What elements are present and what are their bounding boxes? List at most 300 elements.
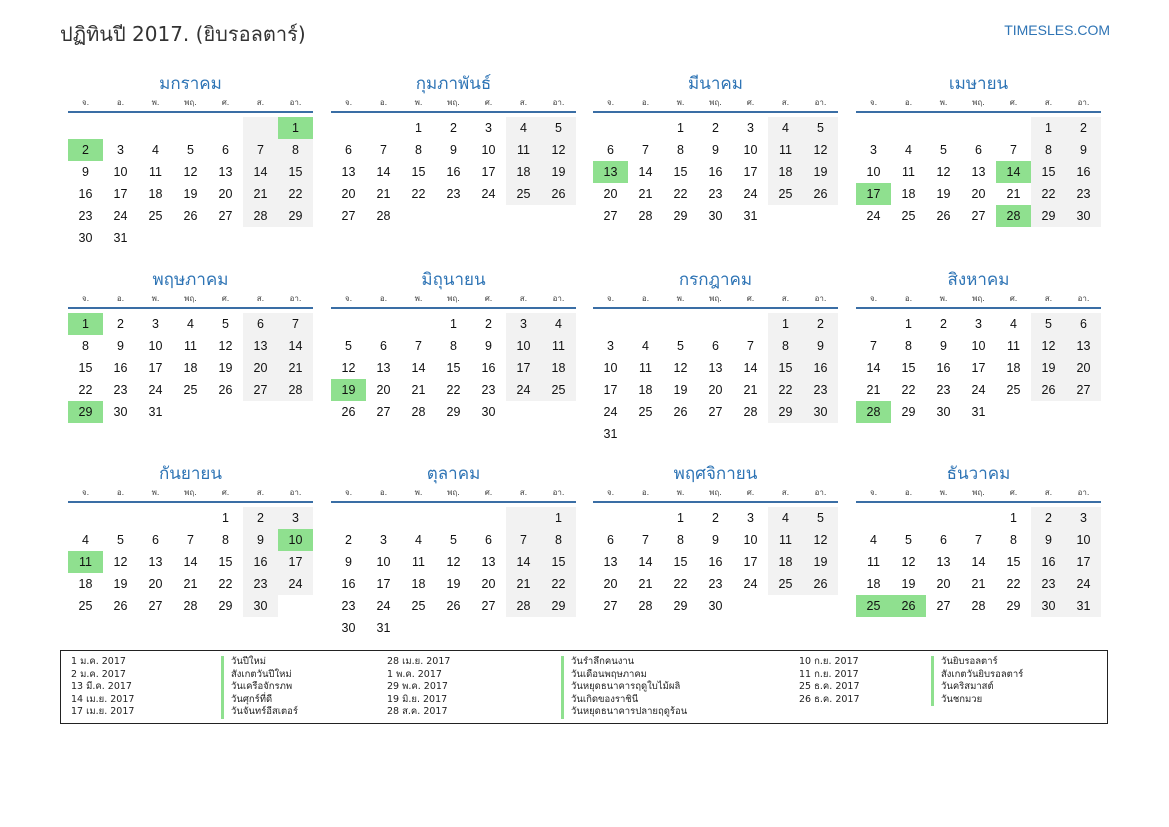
header-rule [68,111,313,113]
month-block [331,72,576,227]
day-cell: 4 [82,533,89,547]
day-cell: 15 [278,161,313,183]
month-name: ตุลาคม [426,464,481,484]
day-cell: 24 [506,379,541,401]
day-cell: 28 [278,379,313,401]
month-name: มกราคม [159,74,222,94]
day-cell: 19 [936,187,951,201]
day-cell: 2 [803,313,838,335]
day-cell: 20 [603,187,618,201]
header-rule [331,307,576,309]
day-cell: 22 [78,383,93,397]
legend-date: 11 ก.ย. 2017 [799,668,859,680]
legend-date: 25 ธ.ค. 2017 [799,681,860,692]
day-cell: 28 [971,599,986,613]
day-cell: 15 [901,361,916,375]
weekday-label: อ. [904,294,913,303]
weekday-label: จ. [81,98,90,107]
day-cell: 31 [971,405,986,419]
month-name: มิถุนายน [421,270,486,290]
day-cell: 2 [1031,507,1066,529]
holiday-legend [60,650,1108,724]
day-cell: 4 [768,507,803,529]
weekday-label: จ. [869,98,878,107]
day-cell: 15 [218,555,233,569]
legend-holiday-name: วันชกมวย [931,694,982,707]
day-cell: 10 [148,339,163,353]
day-cell: 7 [642,533,649,547]
day-cell: 8 [677,143,684,157]
day-cell: 12 [541,139,576,161]
day-cell: 19 [446,577,461,591]
day-cell: 7 [642,143,649,157]
day-cell: 16 [803,357,838,379]
day-cell: 16 [481,361,496,375]
day-cell: 31 [603,427,618,441]
day-cell: 16 [936,361,951,375]
day-cell: 5 [187,143,194,157]
empty-cell [593,507,628,529]
day-cell: 12 [183,165,198,179]
day-cell: 29 [673,209,688,223]
empty-cell [366,507,401,529]
day-cell: 6 [940,533,947,547]
header-rule [856,501,1101,503]
day-cell: 28 [506,595,541,617]
weekday-label: จ. [606,294,615,303]
day-cell: 10 [971,339,986,353]
day-cell: 9 [803,335,838,357]
day-cell: 21 [183,577,198,591]
day-cell: 13 [481,555,496,569]
weekday-label: พ. [676,98,685,107]
day-cell: 6 [345,143,352,157]
day-cell: 20 [708,383,723,397]
day-cell: 31 [148,405,163,419]
day-cell: 31 [743,209,758,223]
day-cell: 11 [639,361,652,375]
day-cell: 30 [803,401,838,423]
empty-cell [243,117,278,139]
day-cell: 30 [78,231,93,245]
day-cell: 23 [341,599,356,613]
day-cell: 30 [708,209,723,223]
day-cell: 17 [148,361,163,375]
weekday-label: อา. [1077,294,1090,303]
day-cell: 23 [1066,183,1101,205]
day-cell: 28 [638,209,653,223]
legend-date: 28 ส.ค. 2017 [387,706,448,717]
day-cell: 10 [376,555,391,569]
day-cell: 23 [803,379,838,401]
day-cell: 20 [341,187,356,201]
weekday-label: ส. [781,294,790,303]
weekday-label: จ. [606,488,615,497]
day-cell: 23 [708,577,723,591]
weekday-label: ส. [1044,98,1053,107]
day-cell: 22 [901,383,916,397]
day-cell: 6 [975,143,982,157]
day-cell: 3 [485,121,492,135]
day-cell: 2 [117,317,124,331]
empty-cell [68,117,103,139]
empty-cell [961,117,996,139]
day-cell: 5 [905,533,912,547]
day-cell: 29 [218,599,233,613]
day-cell: 24 [743,577,758,591]
day-cell: 3 [1066,507,1101,529]
day-cell: 1 [415,121,422,135]
weekday-label: พ. [414,294,423,303]
legend-date: 19 มิ.ย. 2017 [387,693,448,705]
holiday-day-cell: 10 [278,529,313,551]
empty-cell [856,507,891,529]
weekday-label: อา. [289,98,302,107]
day-cell: 21 [1006,187,1021,201]
day-cell: 20 [481,577,496,591]
legend-holiday-name: สังเกตวันยิบรอลตาร์ [931,669,1023,682]
weekday-label: ศ. [746,488,755,497]
empty-cell [926,507,961,529]
weekday-header [331,292,576,306]
weekday-label: จ. [869,488,878,497]
page-title: ปฏิทินปี 2017. (ยิบรอลตาร์) [60,22,306,46]
header-rule [331,111,576,113]
weekday-label: จ. [869,294,878,303]
day-cell: 20 [971,187,986,201]
weekday-header [856,292,1101,306]
legend-holiday-name: วันหยุดธนาคารปลายฤดูร้อน [561,706,687,719]
day-cell: 1 [222,511,229,525]
day-cell: 22 [768,379,803,401]
day-cell: 15 [541,551,576,573]
day-cell: 3 [117,143,124,157]
empty-cell [698,313,733,335]
legend-date: 13 มี.ค. 2017 [71,681,132,692]
weekday-label: ศ. [1009,488,1018,497]
day-cell: 2 [243,507,278,529]
day-cell: 1 [677,511,684,525]
day-cell: 13 [218,165,233,179]
weekday-label: ส. [519,98,528,107]
holiday-day-cell: 13 [593,161,628,183]
weekday-label: พฤ. [972,98,985,107]
day-cell: 12 [1031,335,1066,357]
day-cell: 17 [603,383,618,397]
day-grid [593,117,838,227]
day-cell: 20 [148,577,163,591]
weekday-label: พ. [151,294,160,303]
legend-date: 10 ก.ย. 2017 [799,656,859,667]
weekday-label: จ. [344,294,353,303]
day-grid [856,313,1101,423]
holiday-day-cell: 17 [856,183,891,205]
day-cell: 18 [78,577,93,591]
weekday-header [68,486,313,500]
day-cell: 13 [341,165,356,179]
day-cell: 19 [183,187,198,201]
day-cell: 5 [677,339,684,353]
day-cell: 11 [768,139,803,161]
day-cell: 8 [677,533,684,547]
day-cell: 17 [506,357,541,379]
empty-cell [593,117,628,139]
day-cell: 9 [485,339,492,353]
month-name: กรกฎาคม [678,270,753,290]
day-grid [68,507,313,617]
header-rule [68,501,313,503]
day-cell: 15 [446,361,461,375]
day-cell: 2 [712,511,719,525]
day-cell: 22 [1031,183,1066,205]
month-name: พฤษภาคม [152,270,229,290]
day-cell: 9 [345,555,352,569]
day-cell: 17 [743,555,758,569]
weekday-label: พ. [151,488,160,497]
day-cell: 10 [743,533,758,547]
day-cell: 23 [446,187,461,201]
day-cell: 24 [1066,573,1101,595]
month-name: สิงหาคม [947,270,1010,290]
day-cell: 19 [541,161,576,183]
day-cell: 28 [376,209,391,223]
weekday-label: อา. [814,294,827,303]
empty-cell [331,117,366,139]
day-cell: 26 [341,405,356,419]
month-block [331,268,576,423]
day-cell: 7 [415,339,422,353]
day-cell: 16 [341,577,356,591]
day-cell: 18 [866,577,881,591]
day-cell: 5 [222,317,229,331]
weekday-label: อา. [289,488,302,497]
day-cell: 4 [768,117,803,139]
day-cell: 21 [638,577,653,591]
day-cell: 19 [673,383,688,397]
header-rule [856,307,1101,309]
day-cell: 12 [803,139,838,161]
empty-cell [628,117,663,139]
empty-cell [996,117,1031,139]
day-cell: 7 [975,533,982,547]
day-cell: 3 [747,511,754,525]
day-cell: 19 [803,551,838,573]
legend-date: 14 เม.ย. 2017 [71,693,135,705]
header-rule [593,501,838,503]
holiday-day-cell: 29 [68,401,103,423]
day-cell: 22 [218,577,233,591]
weekday-label: ศ. [1009,294,1018,303]
day-cell: 18 [638,383,653,397]
day-cell: 29 [901,405,916,419]
empty-cell [366,313,401,335]
day-cell: 20 [1066,357,1101,379]
day-cell: 9 [1066,139,1101,161]
day-cell: 16 [708,165,723,179]
day-cell: 27 [936,599,951,613]
day-cell: 5 [541,117,576,139]
day-cell: 5 [345,339,352,353]
day-cell: 24 [148,383,163,397]
legend-date: 2 ม.ค. 2017 [71,668,126,680]
weekday-label: พ. [676,488,685,497]
day-cell: 20 [376,383,391,397]
month-block [68,268,313,423]
weekday-label: จ. [606,98,615,107]
day-cell: 7 [1010,143,1017,157]
day-cell: 3 [870,143,877,157]
weekday-label: ส. [781,488,790,497]
day-cell: 8 [82,339,89,353]
day-cell: 1 [1010,511,1017,525]
day-cell: 6 [607,533,614,547]
day-cell: 17 [971,361,986,375]
day-cell: 30 [1031,595,1066,617]
day-cell: 3 [380,533,387,547]
day-cell: 8 [278,139,313,161]
day-cell: 4 [541,313,576,335]
day-cell: 4 [506,117,541,139]
weekday-label: อา. [552,294,565,303]
legend-date: 28 เม.ย. 2017 [387,656,451,667]
day-cell: 19 [803,161,838,183]
day-cell: 5 [803,507,838,529]
day-cell: 28 [183,599,198,613]
empty-cell [331,313,366,335]
weekday-label: อา. [1077,98,1090,107]
day-cell: 26 [1031,379,1066,401]
legend-date: 1 พ.ค. 2017 [387,668,442,680]
weekday-label: อา. [552,488,565,497]
weekday-label: พ. [151,98,160,107]
weekday-label: พฤ. [972,294,985,303]
legend-holiday-name: วันเดือนพฤษภาคม [561,669,647,682]
day-cell: 14 [506,551,541,573]
weekday-label: พฤ. [184,98,197,107]
month-name: เมษายน [948,74,1009,94]
weekday-label: จ. [344,488,353,497]
day-cell: 17 [743,165,758,179]
weekday-label: พฤ. [447,98,460,107]
header-rule [331,501,576,503]
weekday-label: พ. [939,98,948,107]
day-cell: 29 [673,599,688,613]
day-cell: 6 [380,339,387,353]
day-cell: 4 [187,317,194,331]
day-cell: 15 [411,165,426,179]
weekday-label: พฤ. [709,98,722,107]
day-cell: 24 [481,187,496,201]
day-cell: 11 [902,165,915,179]
empty-cell [856,117,891,139]
day-cell: 17 [376,577,391,591]
day-cell: 22 [411,187,426,201]
weekday-label: อ. [116,98,125,107]
weekday-label: จ. [344,98,353,107]
month-block [593,462,838,617]
day-cell: 17 [113,187,128,201]
day-cell: 29 [278,205,313,227]
day-cell: 24 [971,383,986,397]
day-cell: 29 [541,595,576,617]
day-cell: 26 [803,573,838,595]
day-cell: 1 [1031,117,1066,139]
day-cell: 10 [506,335,541,357]
day-cell: 13 [148,555,163,569]
day-cell: 7 [747,339,754,353]
day-cell: 20 [936,577,951,591]
legend-holiday-name: สังเกตวันปีใหม่ [221,669,292,682]
day-cell: 24 [866,209,881,223]
empty-cell [628,313,663,335]
empty-cell [208,117,243,139]
weekday-header [593,96,838,110]
weekday-label: อ. [641,294,650,303]
day-cell: 15 [673,555,688,569]
legend-date: 29 พ.ค. 2017 [387,681,448,692]
holiday-day-cell: 1 [278,117,313,139]
day-cell: 31 [1066,595,1101,617]
weekday-label: อ. [904,98,913,107]
day-cell: 14 [638,165,653,179]
day-cell: 8 [415,143,422,157]
weekday-label: อ. [379,98,388,107]
day-cell: 27 [971,209,986,223]
site-link[interactable]: TIMESLES.COM [1004,22,1110,38]
weekday-label: จ. [81,294,90,303]
empty-cell [926,117,961,139]
day-cell: 2 [940,317,947,331]
day-cell: 21 [278,357,313,379]
day-cell: 10 [603,361,618,375]
legend-date: 1 ม.ค. 2017 [71,656,126,667]
day-cell: 9 [117,339,124,353]
day-cell: 12 [936,165,951,179]
day-cell: 30 [1066,205,1101,227]
day-cell: 25 [901,209,916,223]
day-cell: 25 [638,405,653,419]
day-cell: 27 [1066,379,1101,401]
day-cell: 7 [187,533,194,547]
day-cell: 25 [768,573,803,595]
day-cell: 10 [866,165,881,179]
weekday-label: พ. [939,294,948,303]
weekday-label: พฤ. [184,488,197,497]
day-cell: 27 [341,209,356,223]
day-cell: 30 [243,595,278,617]
day-cell: 18 [768,551,803,573]
day-cell: 4 [1010,317,1017,331]
day-cell: 25 [768,183,803,205]
weekday-label: ศ. [221,294,230,303]
empty-cell [506,507,541,529]
legend-holiday-name: วันเกิดของราชินี [561,694,638,707]
day-cell: 12 [803,529,838,551]
holiday-day-cell: 19 [331,379,366,401]
day-cell: 3 [152,317,159,331]
day-cell: 5 [1031,313,1066,335]
day-cell: 14 [243,161,278,183]
month-block [331,462,576,639]
day-cell: 11 [1007,339,1020,353]
weekday-label: พฤ. [447,488,460,497]
day-cell: 30 [113,405,128,419]
day-cell: 21 [243,183,278,205]
day-cell: 3 [506,313,541,335]
day-cell: 26 [113,599,128,613]
day-cell: 13 [971,165,986,179]
legend-holiday-name: วันจันทร์อีสเตอร์ [221,706,298,719]
